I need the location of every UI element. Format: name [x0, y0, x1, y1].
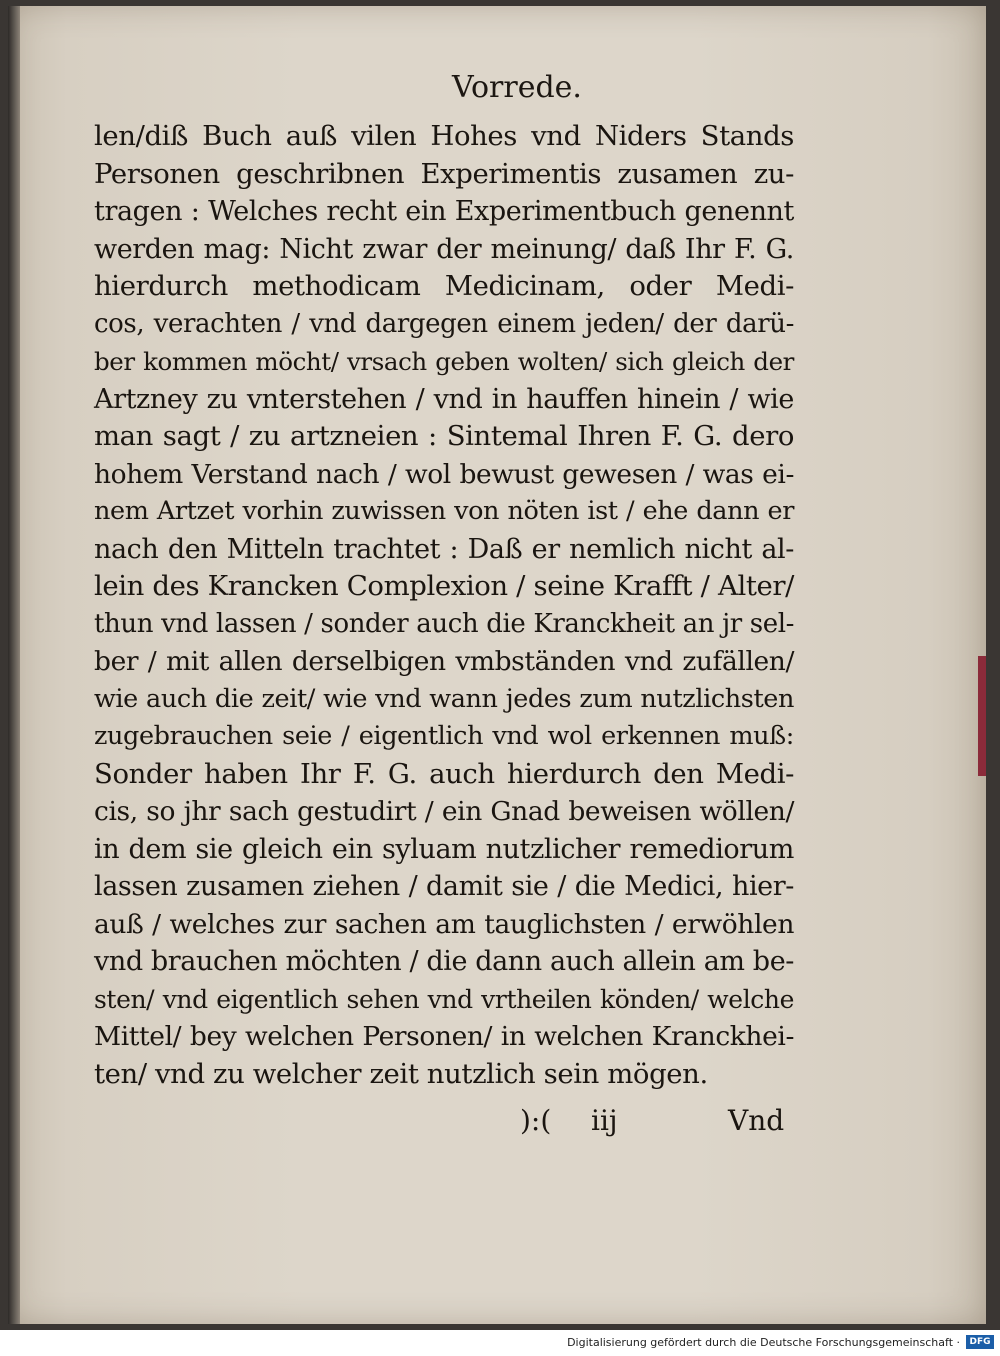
text-line: Personen geschribnen Experimentis zusamen zu- — [94, 157, 794, 190]
text-line: lassen zusamen ziehen / damit sie / die Medici, hier- — [94, 871, 794, 902]
text-line: cis, so jhr sach gestudirt / ein Gnad beweisen wöllen/ — [94, 796, 794, 827]
text-line: hierdurch methodicam Medicinam, oder Medi- — [94, 270, 794, 302]
running-head: Vorrede. — [452, 70, 582, 105]
text-line: Artzney zu vnterstehen / vnd in hauffen hinein / wie — [94, 383, 794, 415]
catchword: Vnd — [728, 1104, 785, 1137]
text-line: cos, verachten / vnd dargegen einem jeden/ der darü- — [94, 308, 794, 339]
signature-mark: ):( — [520, 1104, 552, 1137]
footer-credit: Digitalisierung gefördert durch die Deutsche Forschungsgemeinschaft · — [567, 1336, 960, 1349]
page-edge-marker — [978, 656, 986, 776]
text-line: auß / welches zur sachen am tauglichsten / erwöhlen — [94, 908, 794, 940]
text-line: tragen : Welches recht ein Experimentbuch genennt — [94, 196, 794, 227]
book-spine — [8, 6, 20, 1324]
text-line: nem Artzet vorhin zuwissen von nöten ist / ehe dann er — [94, 496, 794, 526]
text-line: thun vnd lassen / sonder auch die Kranckheit an jr sel- — [94, 608, 794, 639]
dfg-logo-icon: DFG — [966, 1335, 994, 1349]
text-line: ber kommen möcht/ vrsach geben wolten/ sich gleich der — [94, 347, 794, 376]
text-line: nach den Mitteln trachtet : Daß er nemlich nicht al- — [94, 533, 794, 565]
text-line: vnd brauchen möchten / die dann auch allein am be- — [94, 946, 794, 977]
text-line: man sagt / zu artzneien : Sintemal Ihren F. G. dero — [94, 420, 794, 452]
folio-number: iij — [591, 1104, 618, 1137]
footer-bar — [0, 1330, 1000, 1356]
text-line: wie auch die zeit/ wie vnd wann jedes zum nutzlichsten — [94, 683, 794, 714]
text-line: werden mag: Nicht zwar der meinung/ daß Ihr F. G. — [94, 233, 794, 265]
text-line: lein des Krancken Complexion / seine Krafft / Alter/ — [94, 570, 794, 602]
text-line: Mittel/ bey welchen Personen/ in welchen Kranckhei- — [94, 1021, 794, 1052]
body-text — [94, 118, 794, 1093]
text-line: zugebrauchen seie / eigentlich vnd wol erkennen muß: — [94, 721, 794, 751]
text-line: in dem sie gleich ein syluam nutzlicher remediorum — [94, 833, 794, 865]
book-page — [8, 6, 986, 1324]
text-line: ten/ vnd zu welcher zeit nutzlich sein mögen. — [94, 1057, 708, 1090]
text-line: ber / mit allen derselbigen vmbständen vnd zufällen/ — [94, 646, 794, 677]
text-line: len/diß Buch auß vilen Hohes vnd Niders Stands — [94, 120, 794, 152]
text-line: Sonder haben Ihr F. G. auch hierdurch den Medi- — [94, 757, 794, 790]
text-line: hohem Verstand nach / wol bewust gewesen / was ei- — [94, 458, 794, 490]
text-line: sten/ vnd eigentlich sehen vnd vrtheilen könden/ welche — [94, 984, 794, 1014]
